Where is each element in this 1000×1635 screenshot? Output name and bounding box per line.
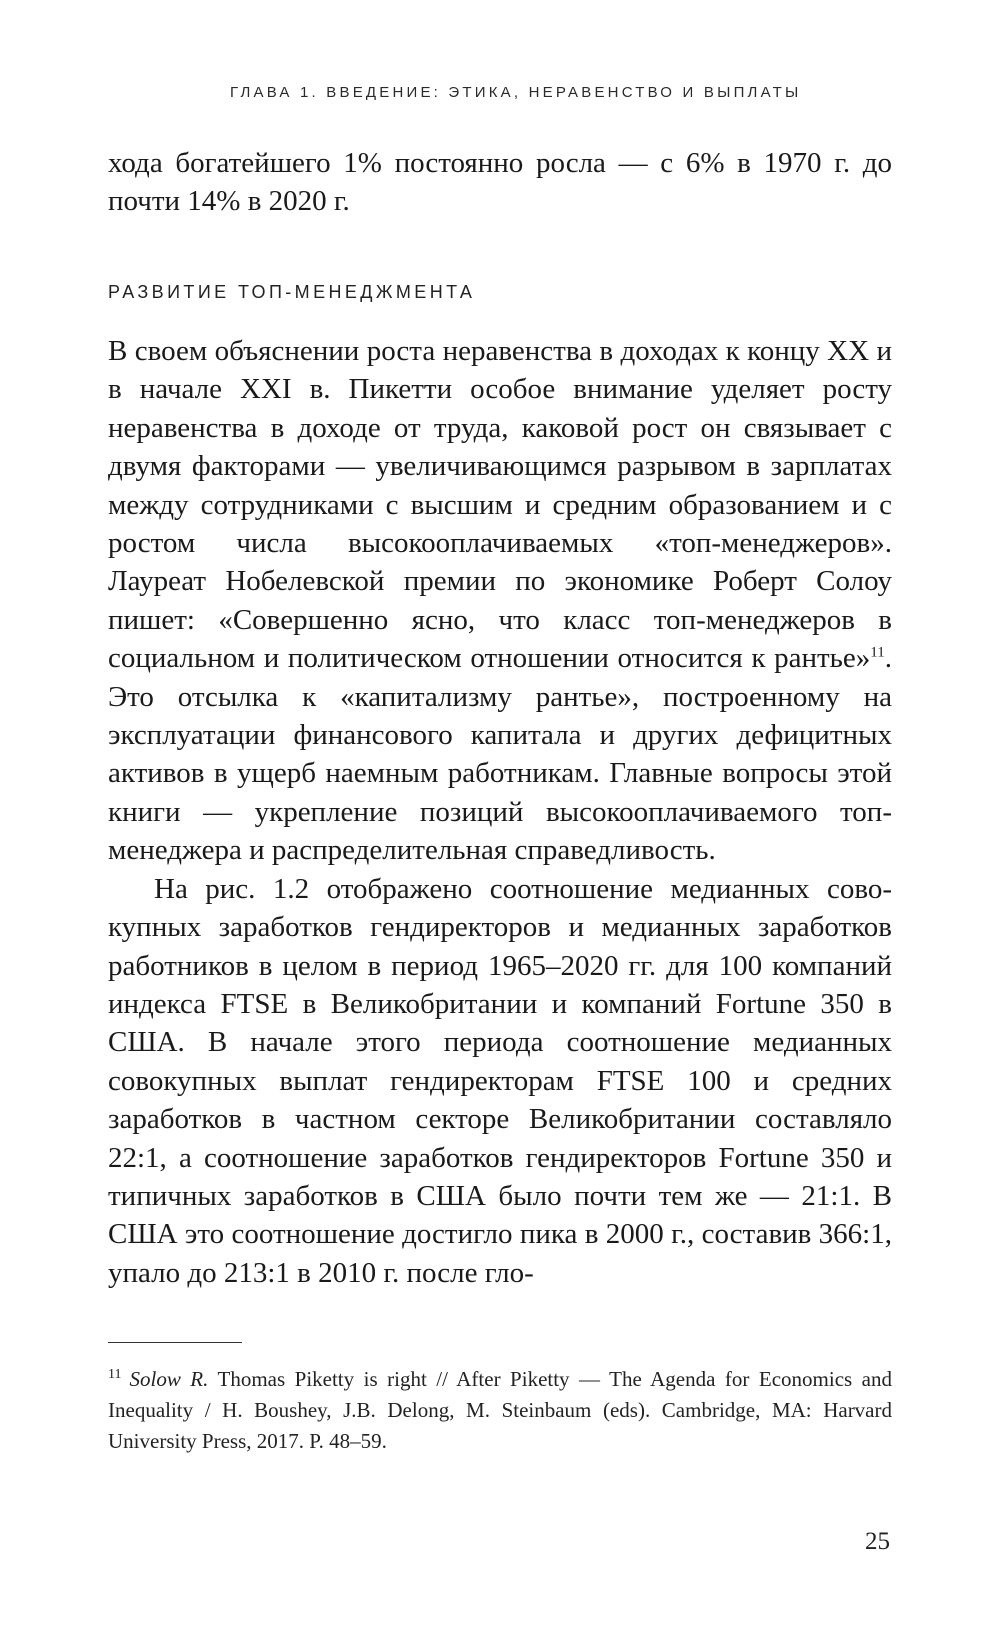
page-number: 25 — [865, 1528, 890, 1555]
paragraph-1-continuation: . Это отсылка к «капитализму рантье», построенному на эксплуатации финансового капитала и других дефицитных активов в ущерб наемным работникам. Главные вопросы этой книги — укрепление позиций высокооплачиваемого топ-менеджера и распределительная справедливость. — [108, 642, 892, 867]
carry-over-paragraph: хода богатейшего 1% постоянно росла — с 6% в 1970 г. до почти 14% в 2020 г. — [108, 147, 892, 218]
paragraph-1 — [108, 332, 892, 870]
footnote-reference[interactable]: 11 — [870, 644, 885, 661]
footnote-author: Solow R. — [129, 1367, 209, 1391]
footnote-number: 11 — [108, 1367, 122, 1382]
section-heading: РАЗВИТИЕ ТОП-МЕНЕДЖМЕНТА — [108, 282, 476, 302]
main-text — [108, 332, 892, 1292]
paragraph-2: На рис. 1.2 отображено соотношение медианных совокупных заработков гендиректоров и медианных заработков работников в целом в период 1965–2020 гг. для 100 компаний индекса FTSE в Великобритании и компаний Fortune 350 в США. В начале этого периода соотношение медианных совокупных выплат гендиректорам FTSE 100 и средних заработков в частном секторе Великобритании составляло 22:1, а соотношение заработков гендиректоров Fortune 350 и типичных заработков в США было почти тем же — 21:1. В США это соотношение достигло пика в 2000 г., составив 366:1, упало до 213:1 в 2010 г. после гло- — [108, 872, 892, 1289]
paragraph-1-text: В своем объяснении роста неравенства в доходах к концу XX и в начале XXI в. Пикетти особое внимание уделяет росту неравенства в доходе от труда, каковой рост он связывает с двумя факторами — увеличивающимся разрывом в зарплатах между сотрудниками с высшим и средним образованием и с ростом числа высокооплачиваемых «топ-менеджеров». Лауреат Нобелевской премии по экономике Роберт Солоу пишет: «Совершенно ясно, что класс топ-менеджеров в социальном и политическом отношении относится к рантье» — [108, 335, 892, 675]
footnote-divider — [108, 1342, 242, 1343]
running-header: ГЛАВА 1. ВВЕДЕНИЕ: ЭТИКА, НЕРАВЕНСТВО И ВЫПЛАТЫ — [230, 84, 802, 101]
footnote — [108, 1364, 892, 1457]
footnote-text: Thomas Piketty is right // After Piketty — The Agenda for Economics and Inequality / H. Boushey, J.B. Delong, M. Steinbaum (eds). Cambridge, MA: Harvard University Press, 2017. P. 48–59. — [108, 1367, 892, 1453]
